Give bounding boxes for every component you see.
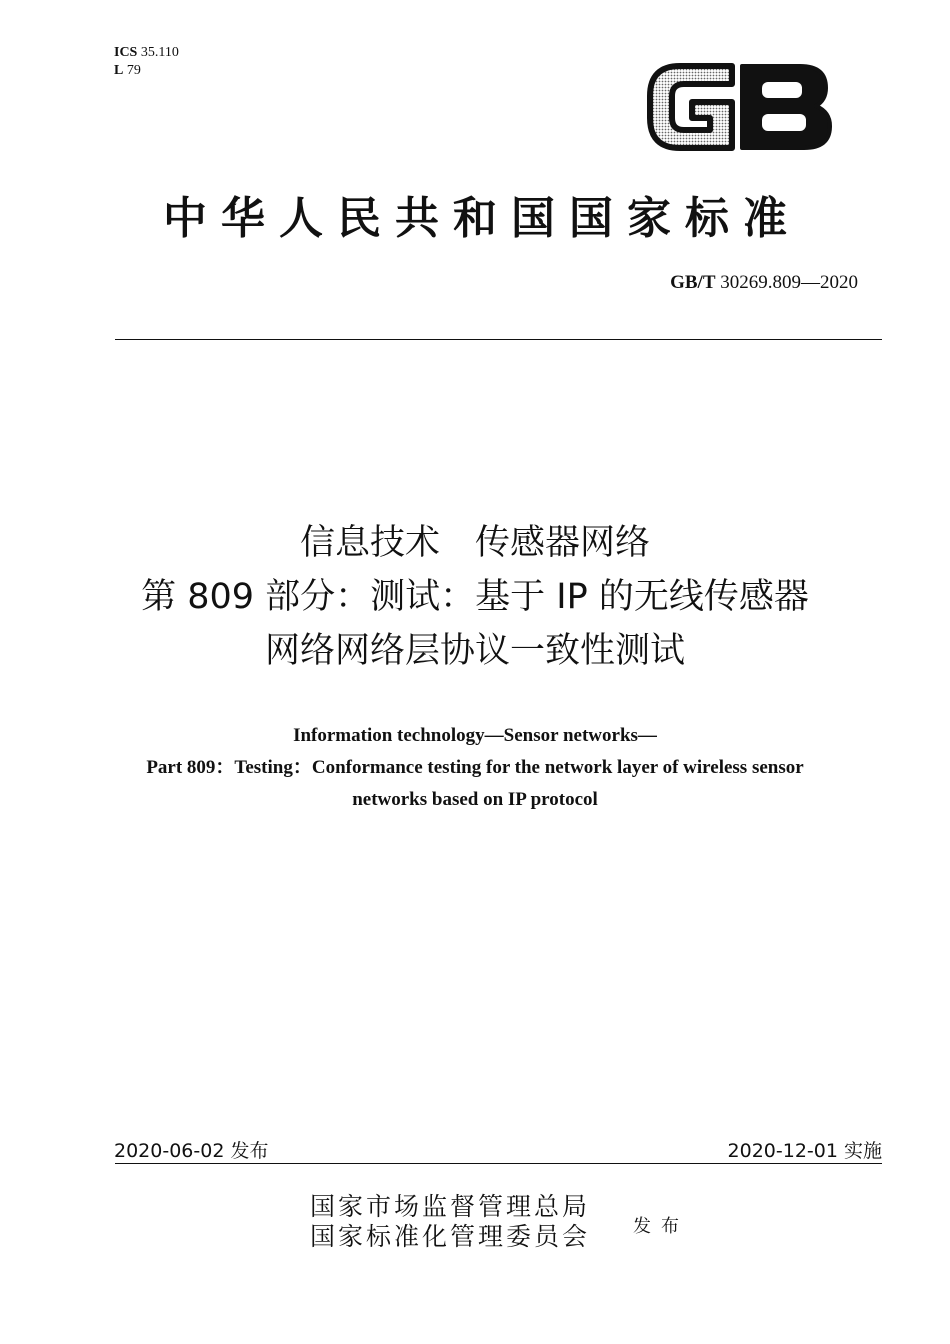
english-title-line-1: Information technology—Sensor networks—: [293, 725, 657, 746]
chinese-title-line-1: 信息技术 传感器网络: [299, 523, 650, 563]
issuing-authorities: [310, 1192, 590, 1252]
standard-number-prefix: GB/T: [670, 272, 716, 293]
ics-line: [114, 44, 179, 62]
english-title: [60, 720, 890, 816]
release-date: 2020-06-02 发布: [114, 1140, 269, 1162]
bottom-divider: [115, 1163, 882, 1164]
chinese-title: [0, 516, 950, 678]
issue-label: 发布: [633, 1216, 689, 1237]
implementation-date: 2020-12-01 实施: [727, 1140, 882, 1162]
standard-title: 中华人民共和国国家标准: [163, 193, 801, 244]
standard-number-value: 30269.809—2020: [720, 272, 858, 293]
ccs-code: 79: [126, 63, 141, 78]
ics-classification: [114, 44, 179, 80]
ccs-line: [114, 62, 179, 80]
top-divider: [115, 339, 882, 340]
chinese-title-line-2: 第 809 部分：测试：基于 IP 的无线传感器: [141, 577, 809, 617]
standard-number: [670, 272, 858, 294]
ics-code: 35.110: [140, 45, 179, 60]
english-title-line-2: Part 809：Testing：Conformance testing for the network layer of wireless sensor: [146, 757, 804, 778]
issuer-line-2: 国家标准化管理委员会: [310, 1222, 591, 1251]
chinese-title-line-3: 网络网络层协议一致性测试: [264, 631, 685, 671]
english-title-line-3: networks based on IP protocol: [352, 789, 598, 810]
gb-logo-icon: [640, 56, 840, 156]
issuer-line-1: 国家市场监督管理总局: [310, 1192, 591, 1221]
ccs-label: L: [114, 63, 124, 78]
ics-label: ICS: [114, 45, 138, 60]
